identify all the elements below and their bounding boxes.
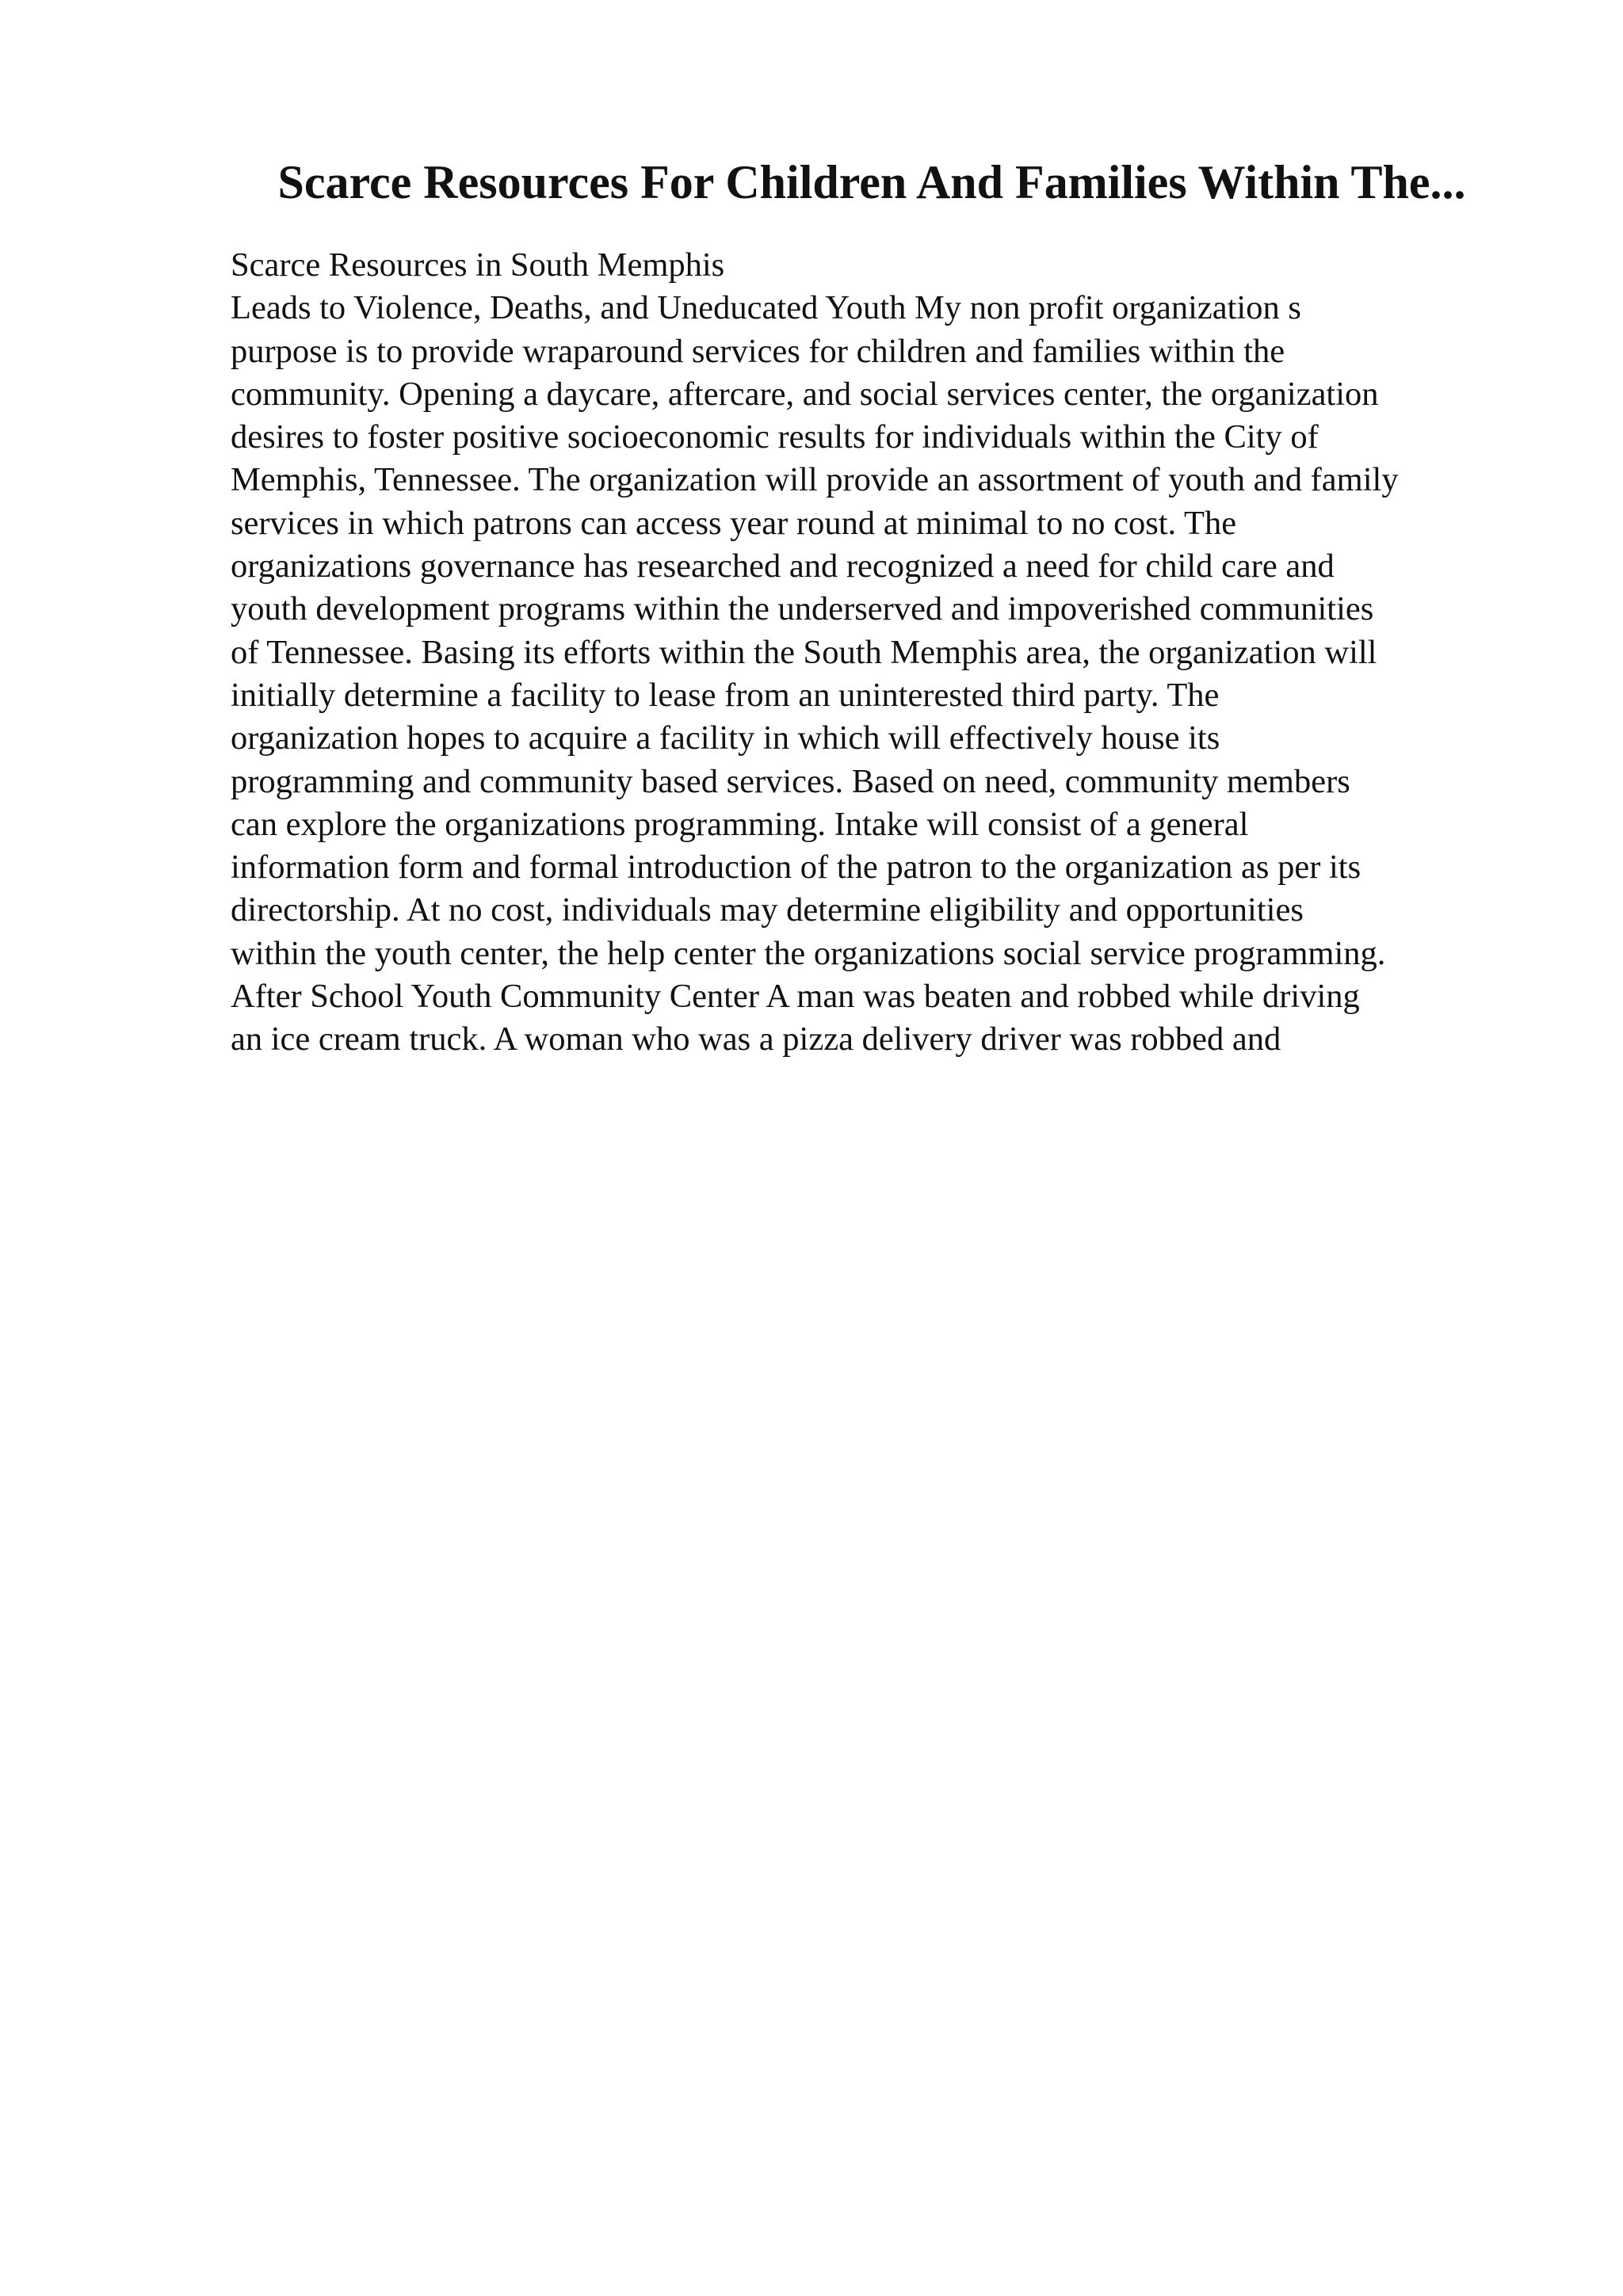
body-line: purpose is to provide wraparound services for children and families within the (231, 332, 1285, 370)
body-line: information form and formal introduction of the patron to the organization as per its (231, 849, 1361, 887)
body-line: youth development programs within the underserved and impoverished communities (231, 590, 1374, 628)
body-line: programming and community based services. Based on need, community members (231, 762, 1350, 800)
body-line: Memphis, Tennessee. The organization will provide an assortment of youth and family (231, 461, 1399, 499)
body-line: community. Opening a daycare, aftercare, and social services center, the organization (231, 375, 1379, 413)
body-line: initially determine a facility to lease from an uninterested third party. The (231, 676, 1220, 714)
document-title: Scarce Resources For Children And Families Within The... (277, 156, 1466, 208)
body-line: directorship. At no cost, individuals may determine eligibility and opportunities (231, 891, 1304, 929)
body-line: of Tennessee. Basing its efforts within the South Memphis area, the organization will (231, 633, 1377, 671)
document-body (231, 244, 1530, 1062)
body-line: desires to foster positive socioeconomic results for individuals within the City of (231, 418, 1319, 456)
body-line: Scarce Resources in South Memphis (231, 246, 725, 284)
body-line: After School Youth Community Center A man was beaten and robbed while driving (231, 978, 1360, 1016)
body-line: organization hopes to acquire a facility in which will effectively house its (231, 719, 1220, 757)
body-line: within the youth center, the help center the organizations social service programming. (231, 934, 1386, 972)
body-line: Leads to Violence, Deaths, and Uneducated Youth My non profit organization s (231, 289, 1301, 327)
body-line: services in which patrons can access year round at minimal to no cost. The (231, 504, 1237, 542)
body-line: can explore the organizations programming. Intake will consist of a general (231, 805, 1249, 843)
body-line: an ice cream truck. A woman who was a pizza delivery driver was robbed and (231, 1020, 1281, 1058)
body-line: organizations governance has researched and recognized a need for child care and (231, 547, 1335, 585)
